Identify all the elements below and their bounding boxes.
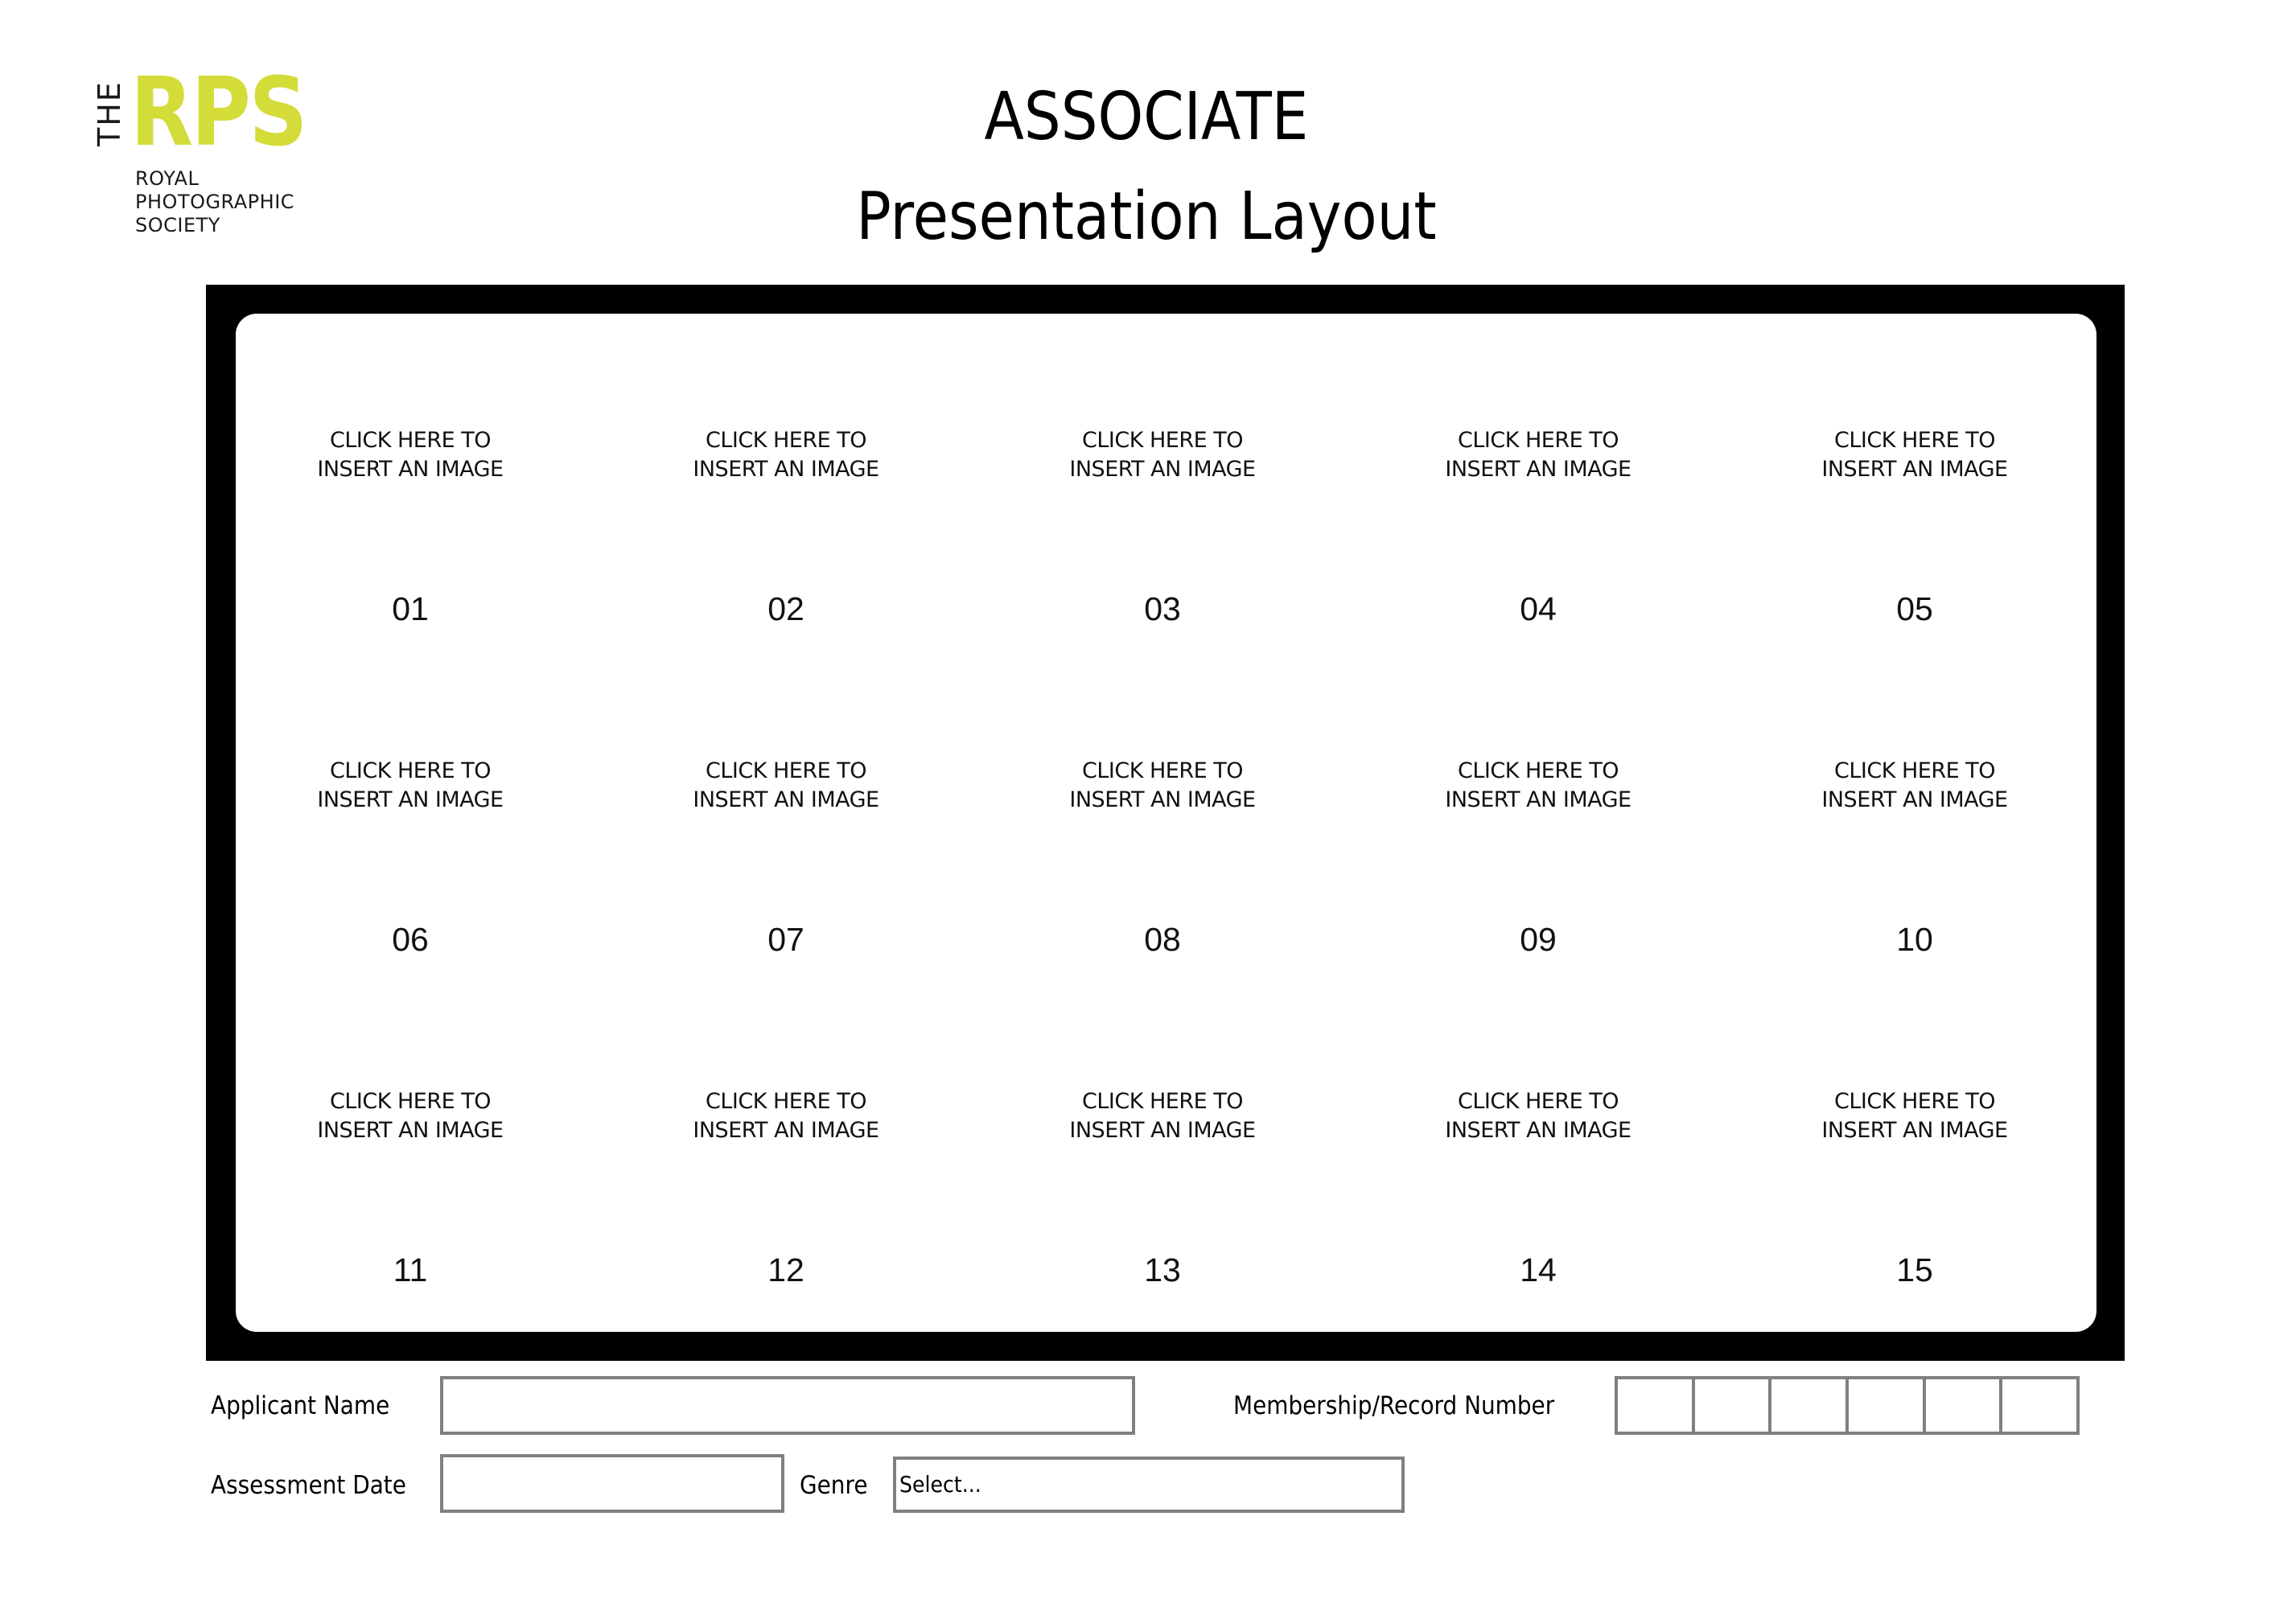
image-slot-number: 15	[1896, 1251, 1933, 1288]
image-slot-number: 14	[1520, 1251, 1557, 1288]
image-slot-number: 10	[1896, 921, 1933, 958]
image-slot-number: 09	[1520, 921, 1557, 958]
insert-image-prompt[interactable]	[601, 757, 971, 815]
image-slot-number: 12	[767, 1251, 804, 1288]
insert-image-prompt[interactable]	[601, 1087, 971, 1145]
insert-image-prompt-line2: INSERT AN IMAGE	[317, 1118, 504, 1143]
membership-digit-box[interactable]	[1849, 1379, 1926, 1432]
image-grid-panel	[236, 314, 2096, 1332]
insert-image-prompt-line1: CLICK HERE TO	[705, 428, 866, 453]
insert-image-prompt-line2: INSERT AN IMAGE	[1821, 787, 2008, 812]
insert-image-prompt-line1: CLICK HERE TO	[1833, 1089, 1995, 1114]
insert-image-prompt[interactable]	[225, 757, 595, 815]
insert-image-prompt-line1: CLICK HERE TO	[1457, 758, 1619, 783]
insert-image-prompt-line2: INSERT AN IMAGE	[317, 457, 504, 482]
logo-prefix-the: THE	[92, 80, 127, 146]
insert-image-prompt[interactable]	[1353, 757, 1723, 815]
insert-image-prompt-line2: INSERT AN IMAGE	[1821, 1118, 2008, 1143]
image-slot-15[interactable]	[1730, 1087, 2100, 1409]
image-slot-09[interactable]	[1353, 757, 1723, 1079]
insert-image-prompt-line2: INSERT AN IMAGE	[693, 787, 879, 812]
image-slot-01[interactable]	[225, 426, 595, 748]
assessment-date-label: Assessment Date	[211, 1471, 406, 1500]
logo-line-society: SOCIETY	[135, 214, 220, 236]
image-slot-05[interactable]	[1730, 426, 2100, 748]
image-slot-number: 04	[1520, 590, 1557, 627]
image-slot-number: 07	[767, 921, 804, 958]
genre-select[interactable]	[893, 1457, 1405, 1513]
membership-digit-box[interactable]	[2002, 1379, 2076, 1432]
membership-digit-box[interactable]	[1695, 1379, 1772, 1432]
insert-image-prompt-line1: CLICK HERE TO	[329, 1089, 491, 1114]
insert-image-prompt-line2: INSERT AN IMAGE	[1821, 457, 2008, 482]
applicant-name-label: Applicant Name	[211, 1391, 390, 1420]
insert-image-prompt[interactable]	[977, 757, 1348, 815]
logo-line-royal: ROYAL	[135, 167, 200, 190]
image-slot-number: 05	[1896, 590, 1933, 627]
insert-image-prompt-line2: INSERT AN IMAGE	[693, 1118, 879, 1143]
insert-image-prompt[interactable]	[225, 1087, 595, 1145]
membership-digit-box[interactable]	[1618, 1379, 1695, 1432]
insert-image-prompt[interactable]	[1730, 1087, 2100, 1145]
insert-image-prompt-line2: INSERT AN IMAGE	[317, 787, 504, 812]
image-slot-04[interactable]	[1353, 426, 1723, 748]
insert-image-prompt-line1: CLICK HERE TO	[1081, 428, 1243, 453]
insert-image-prompt-line2: INSERT AN IMAGE	[1445, 1118, 1631, 1143]
image-slot-10[interactable]	[1730, 757, 2100, 1079]
image-slot-06[interactable]	[225, 757, 595, 1079]
insert-image-prompt[interactable]	[601, 426, 971, 484]
insert-image-prompt-line2: INSERT AN IMAGE	[1445, 457, 1631, 482]
insert-image-prompt-line1: CLICK HERE TO	[1457, 1089, 1619, 1114]
image-slot-number: 03	[1144, 590, 1181, 627]
logo-mark-rps: RPS	[130, 56, 306, 167]
image-slot-02[interactable]	[601, 426, 971, 748]
insert-image-prompt[interactable]	[1353, 426, 1723, 484]
membership-number-label: Membership/Record Number	[1233, 1391, 1555, 1420]
image-slot-12[interactable]	[601, 1087, 971, 1409]
insert-image-prompt-line1: CLICK HERE TO	[1457, 428, 1619, 453]
insert-image-prompt-line2: INSERT AN IMAGE	[693, 457, 879, 482]
logo-line-photographic: PHOTOGRAPHIC	[135, 191, 295, 213]
image-slot-number: 08	[1144, 921, 1181, 958]
insert-image-prompt-line2: INSERT AN IMAGE	[1069, 1118, 1256, 1143]
image-slot-number: 01	[392, 590, 429, 627]
insert-image-prompt-line2: INSERT AN IMAGE	[1445, 787, 1631, 812]
membership-digit-box[interactable]	[1771, 1379, 1849, 1432]
membership-digit-box[interactable]	[1926, 1379, 2003, 1432]
insert-image-prompt[interactable]	[1730, 426, 2100, 484]
insert-image-prompt[interactable]	[1730, 757, 2100, 815]
insert-image-prompt-line1: CLICK HERE TO	[705, 758, 866, 783]
page-title: ASSOCIATE	[984, 79, 1309, 155]
image-slot-03[interactable]	[977, 426, 1348, 748]
image-slot-number: 06	[392, 921, 429, 958]
insert-image-prompt[interactable]	[1353, 1087, 1723, 1145]
image-slot-08[interactable]	[977, 757, 1348, 1079]
insert-image-prompt-line1: CLICK HERE TO	[329, 758, 491, 783]
image-slot-13[interactable]	[977, 1087, 1348, 1409]
assessment-date-input[interactable]	[440, 1454, 784, 1513]
page-subtitle: Presentation Layout	[856, 179, 1437, 255]
image-slot-14[interactable]	[1353, 1087, 1723, 1409]
membership-number-input[interactable]	[1615, 1376, 2080, 1435]
genre-label: Genre	[800, 1471, 868, 1500]
image-slot-11[interactable]	[225, 1087, 595, 1409]
insert-image-prompt-line1: CLICK HERE TO	[705, 1089, 866, 1114]
insert-image-prompt-line1: CLICK HERE TO	[1081, 1089, 1243, 1114]
insert-image-prompt-line1: CLICK HERE TO	[1833, 428, 1995, 453]
insert-image-prompt-line2: INSERT AN IMAGE	[1069, 787, 1256, 812]
insert-image-prompt[interactable]	[977, 1087, 1348, 1145]
insert-image-prompt[interactable]	[225, 426, 595, 484]
presentation-frame	[206, 285, 2125, 1361]
genre-select-value: Select...	[899, 1471, 981, 1498]
insert-image-prompt-line1: CLICK HERE TO	[1081, 758, 1243, 783]
insert-image-prompt-line1: CLICK HERE TO	[1833, 758, 1995, 783]
image-slot-07[interactable]	[601, 757, 971, 1079]
image-slot-number: 13	[1144, 1251, 1181, 1288]
image-slot-number: 02	[767, 590, 804, 627]
insert-image-prompt[interactable]	[977, 426, 1348, 484]
insert-image-prompt-line2: INSERT AN IMAGE	[1069, 457, 1256, 482]
insert-image-prompt-line1: CLICK HERE TO	[329, 428, 491, 453]
applicant-name-input[interactable]	[440, 1376, 1135, 1435]
image-slot-number: 11	[393, 1251, 428, 1288]
